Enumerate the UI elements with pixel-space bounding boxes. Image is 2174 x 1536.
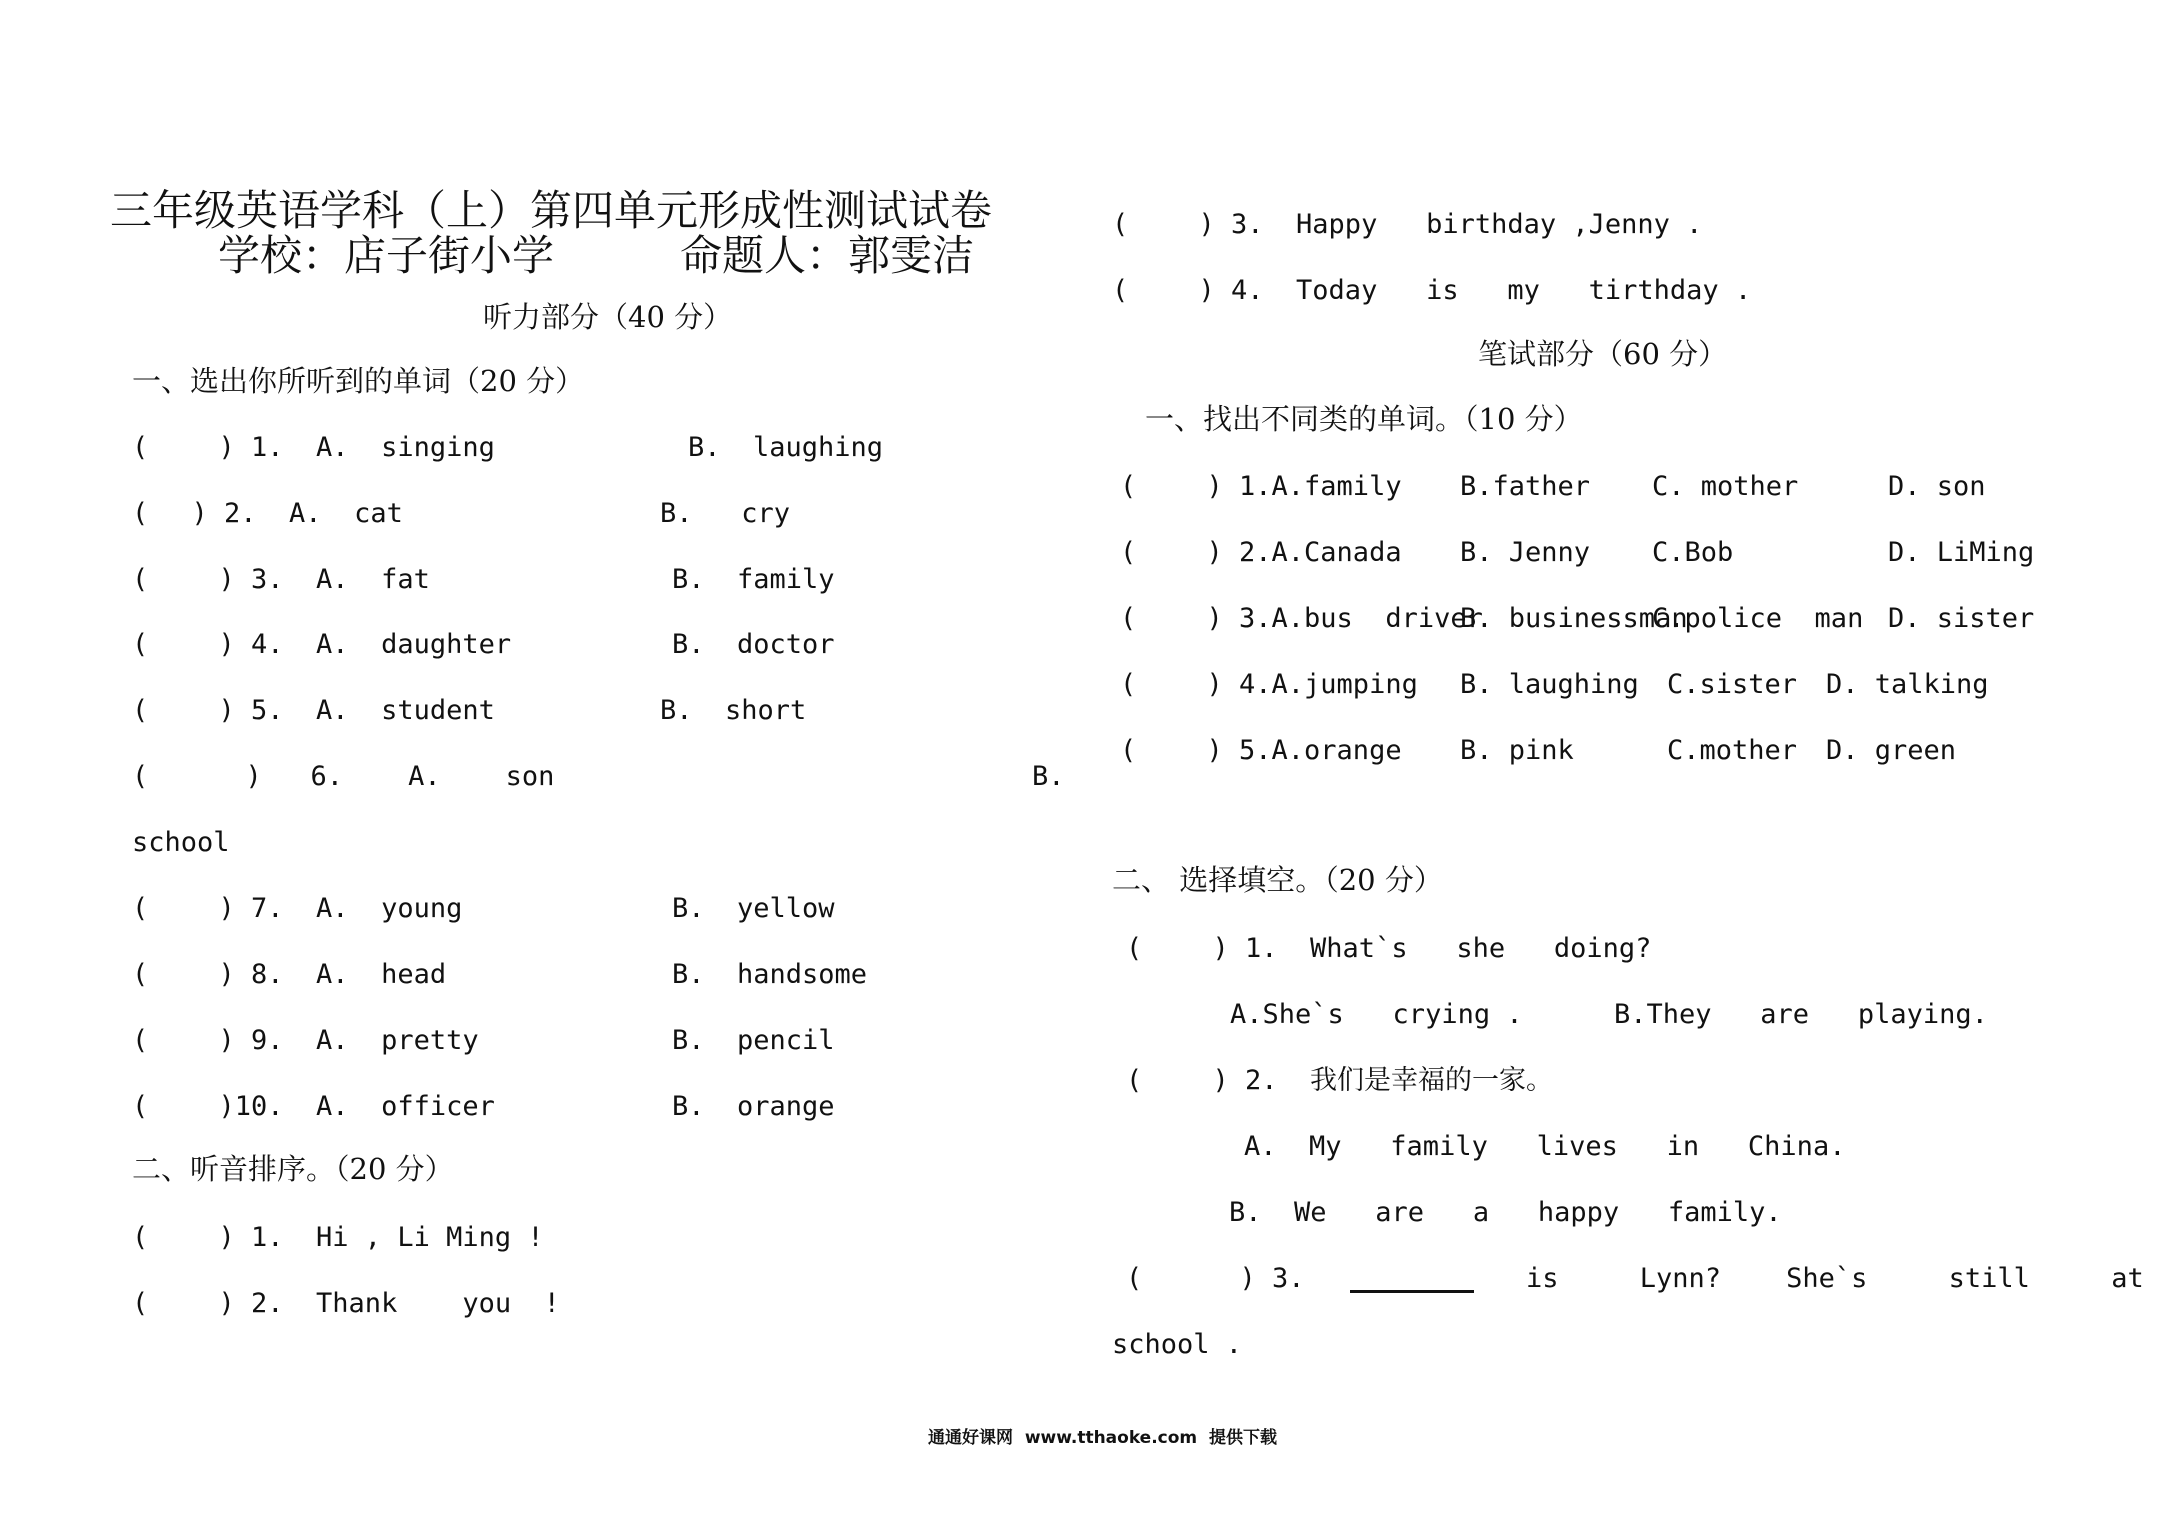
page-title: 三年级英语学科（上）第四单元形成性测试试卷 — [110, 186, 993, 235]
option-c: C.mother — [1667, 735, 1798, 766]
answer-blank[interactable] — [1350, 1290, 1474, 1293]
option-d: D. son — [1888, 471, 1986, 502]
question: ( ) 7. A. young — [132, 893, 463, 924]
option-b: B. Jenny — [1460, 537, 1591, 568]
choice-question: ( ) 2. 我们是幸福的一家。 — [1126, 1065, 1554, 1096]
choice-option-b: B.They are playing. — [1614, 999, 1988, 1030]
option-b: B. doctor — [672, 629, 835, 660]
option-b: B. handsome — [672, 959, 868, 990]
choice-question-rest: is Lynn? She`s still at — [1526, 1263, 2144, 1294]
odd-one-out-item: ( ) 4.A.jumping — [1120, 669, 1418, 700]
option-b: B. cry — [660, 498, 791, 529]
option-d: D. green — [1826, 735, 1957, 766]
choice-question: ( ) 3. — [1126, 1263, 1305, 1294]
odd-one-out-item: ( ) 2.A.Canada — [1120, 537, 1402, 568]
page-subtitle: 学校：店子街小学 命题人：郭雯洁 — [218, 231, 975, 280]
question: ( ) 5. A. student — [132, 695, 495, 726]
option-d: D. LiMing — [1888, 537, 2035, 568]
option-b: B. laughing — [688, 432, 884, 463]
question: ( ) 3. A. fat — [132, 564, 430, 595]
option-d: D. talking — [1826, 669, 1989, 700]
listening-heading: 听力部分（40 分） — [483, 300, 733, 334]
question-continuation: school — [132, 827, 230, 858]
listening-part1-title: 一、选出你所听到的单词（20 分） — [132, 364, 585, 398]
option-b: B. orange — [672, 1091, 835, 1122]
question: ( ) 1. A. singing — [132, 432, 495, 463]
option-c: C.Bob — [1652, 537, 1734, 568]
option-b: B. pink — [1460, 735, 1574, 766]
order-item: ( ) 3. Happy birthday ,Jenny . — [1112, 209, 1703, 240]
question: ( ) 9. A. pretty — [132, 1025, 479, 1056]
option-b: B. — [1032, 761, 1065, 792]
question: ( ) 6. A. son — [132, 761, 555, 792]
written-part1-title: 一、找出不同类的单词。（10 分） — [1145, 402, 1583, 436]
option-c: C. mother — [1652, 471, 1799, 502]
option-b: B. short — [660, 695, 807, 726]
odd-one-out-item: ( ) 5.A.orange — [1120, 735, 1402, 766]
order-item: ( ) 1. Hi , Li Ming ! — [132, 1222, 544, 1253]
option-b: B. yellow — [672, 893, 835, 924]
listening-part2-title: 二、听音排序。（20 分） — [132, 1152, 454, 1186]
option-b: B.father — [1460, 471, 1591, 502]
option-c: C.police man — [1652, 603, 1864, 634]
order-item: ( ) 2. Thank you ! — [132, 1288, 560, 1319]
option-d: D. sister — [1888, 603, 2035, 634]
written-part2-title: 二、 选择填空。（20 分） — [1112, 863, 1443, 897]
option-b: B. family — [672, 564, 835, 595]
choice-option-a: A. My family lives in China. — [1244, 1131, 1846, 1162]
odd-one-out-item: ( ) 3.A.bus driver — [1120, 603, 1483, 634]
option-b: B. laughing — [1460, 669, 1639, 700]
odd-one-out-item: ( ) 1.A.family — [1120, 471, 1402, 502]
order-item: ( ) 4. Today is my tirthday . — [1112, 275, 1752, 306]
question: ( ) 2. A. cat — [132, 498, 403, 529]
footer-credit: 通通好课网 www.tthaoke.com 提供下载 — [928, 1428, 1277, 1448]
option-b: B. businessman — [1460, 603, 1688, 634]
choice-question: ( ) 1. What`s she doing? — [1126, 933, 1652, 964]
choice-option-b: B. We are a happy family. — [1229, 1197, 1782, 1228]
question-continuation: school . — [1112, 1329, 1243, 1360]
written-heading: 笔试部分（60 分） — [1478, 337, 1728, 371]
question: ( )10. A. officer — [132, 1091, 495, 1122]
question: ( ) 8. A. head — [132, 959, 447, 990]
option-c: C.sister — [1667, 669, 1798, 700]
choice-option-a: A.She`s crying . — [1230, 999, 1523, 1030]
option-b: B. pencil — [672, 1025, 835, 1056]
question: ( ) 4. A. daughter — [132, 629, 512, 660]
